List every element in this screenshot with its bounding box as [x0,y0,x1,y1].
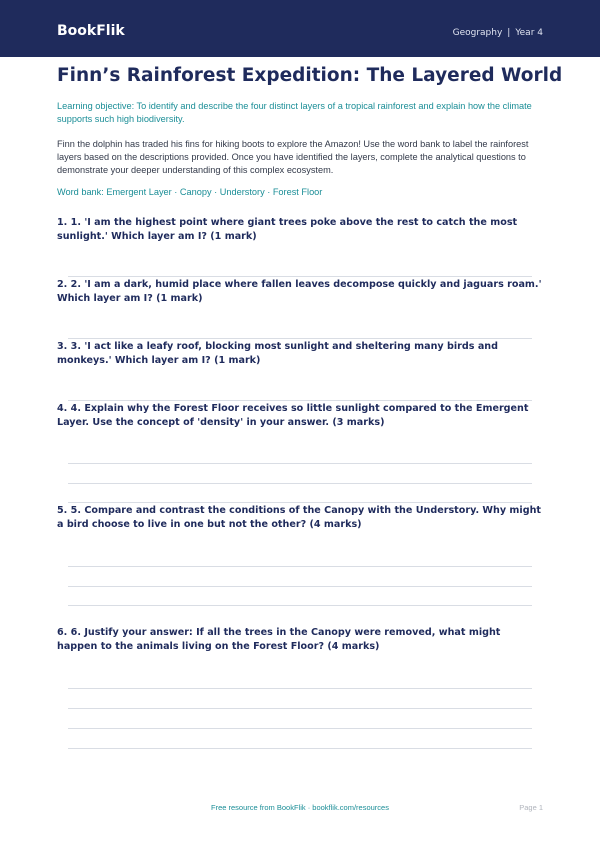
year-label: Year 4 [515,28,543,38]
subject-label: Geography [452,28,503,38]
question-2: 2. 2. 'I am a dark, humid place where fallen leaves decompose quickly and jaguars roam.' Which layer am I? (1 mark) [57,279,542,304]
question-5: 5. 5. Compare and contrast the conditions of the Canopy with the Understory. Why might a bird choose to live in one but not the other? (4 marks) [57,505,541,530]
answer-line[interactable] [68,483,532,484]
footer [0,803,600,815]
worksheet-title: Finn’s Rainforest Expedition: The Layered World [57,65,563,86]
footer-resource-link[interactable]: Free resource from BookFlik · bookflik.com/resources [211,803,389,812]
brand-logo[interactable]: BookFlik [57,23,125,39]
page-number: Page 1 [519,803,543,812]
answer-line[interactable] [68,605,532,606]
answer-line[interactable] [68,400,532,401]
answer-line[interactable] [68,566,532,567]
word-bank: Word bank: Emergent Layer · Canopy · Understory · Forest Floor [57,187,323,197]
answer-line[interactable] [68,728,532,729]
question-3: 3. 3. 'I act like a leafy roof, blocking most sunlight and sheltering many birds and monkeys.' Which layer am I? (1 mark) [57,341,498,366]
question-6: 6. 6. Justify your answer: If all the trees in the Canopy were removed, what might happen to the animals living on the Forest Floor? (4 marks) [57,627,501,652]
learning-objective: Learning objective: To identify and describe the four distinct layers of a tropical rainforest and explain how the climate supports such high biodiversity. [57,101,532,124]
answer-line[interactable] [68,338,532,339]
answer-line[interactable] [68,586,532,587]
answer-line[interactable] [68,708,532,709]
header-bar [0,0,600,57]
answer-line[interactable] [68,276,532,277]
answer-line[interactable] [68,502,532,503]
answer-line[interactable] [68,463,532,464]
answer-line[interactable] [68,688,532,689]
question-1: 1. 1. 'I am the highest point where giant trees poke above the rest to catch the most sunlight.' Which layer am I? (1 mark) [57,217,518,242]
question-4: 4. 4. Explain why the Forest Floor receives so little sunlight compared to the Emergent Layer. Use the concept of 'density' in your answer. (3 marks) [57,403,529,428]
header-meta [453,28,543,38]
intro-paragraph: Finn the dolphin has traded his fins for hiking boots to explore the Amazon! Use the word bank to label the rainforest layers based on the descriptions provided. Once you have identified the layers, complete the analytical questions to demonstrate your deeper understanding of this complex ecosystem. [57,139,529,175]
answer-line[interactable] [68,748,532,749]
meta-separator: | [507,28,511,38]
